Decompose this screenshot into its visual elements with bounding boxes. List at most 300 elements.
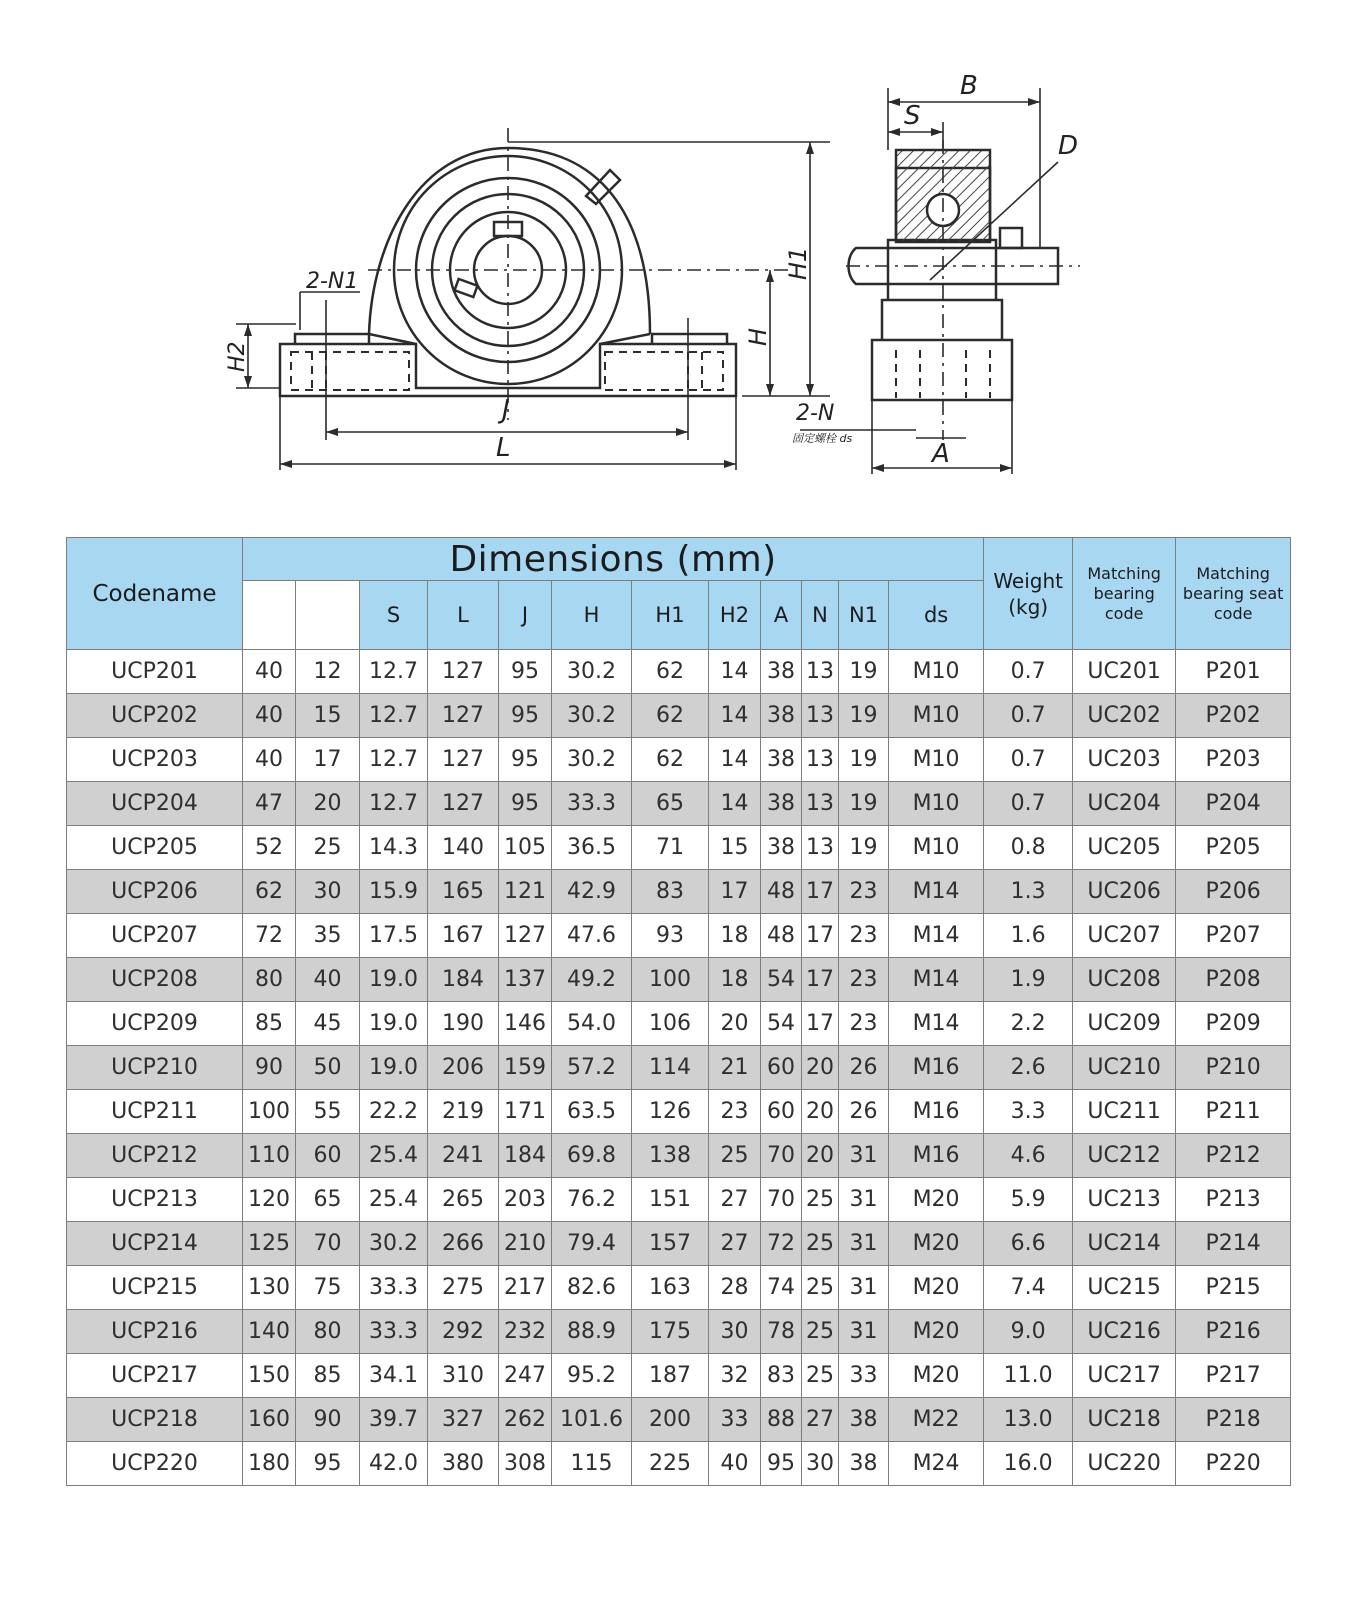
table-cell: 241 xyxy=(428,1134,499,1178)
table-cell: P215 xyxy=(1176,1266,1291,1310)
table-cell: 72 xyxy=(761,1222,802,1266)
table-cell: 39.7 xyxy=(360,1398,428,1442)
table-cell: 23 xyxy=(839,914,889,958)
table-cell: 33 xyxy=(709,1398,761,1442)
table-cell: M20 xyxy=(889,1178,984,1222)
table-cell: 292 xyxy=(428,1310,499,1354)
table-cell: P205 xyxy=(1176,826,1291,870)
table-cell: 93 xyxy=(632,914,709,958)
table-cell: 14 xyxy=(709,738,761,782)
table-cell: M10 xyxy=(889,694,984,738)
table-cell: 159 xyxy=(499,1046,552,1090)
table-cell: 38 xyxy=(761,782,802,826)
table-cell: 33.3 xyxy=(360,1266,428,1310)
table-row xyxy=(67,1090,1291,1134)
table-cell: 33.3 xyxy=(360,1310,428,1354)
table-cell: 13 xyxy=(802,826,839,870)
table-cell: 25 xyxy=(802,1310,839,1354)
table-cell: 36.5 xyxy=(552,826,632,870)
codename-cell: UCP205 xyxy=(67,826,243,870)
table-cell: 17 xyxy=(296,738,360,782)
table-cell: 106 xyxy=(632,1002,709,1046)
table-cell: UC209 xyxy=(1073,1002,1176,1046)
table-cell: 40 xyxy=(709,1442,761,1486)
table-cell: 12.7 xyxy=(360,782,428,826)
table-cell: 60 xyxy=(761,1090,802,1134)
table-row xyxy=(67,1222,1291,1266)
label-b: B xyxy=(960,71,978,101)
codename-cell: UCP210 xyxy=(67,1046,243,1090)
table-cell: 17 xyxy=(802,914,839,958)
table-cell: 0.7 xyxy=(984,694,1073,738)
codename-cell: UCP217 xyxy=(67,1354,243,1398)
table-cell: UC206 xyxy=(1073,870,1176,914)
table-cell: 88 xyxy=(761,1398,802,1442)
table-cell: 9.0 xyxy=(984,1310,1073,1354)
table-cell: 30 xyxy=(802,1442,839,1486)
table-cell: 16.0 xyxy=(984,1442,1073,1486)
table-cell: 12.7 xyxy=(360,694,428,738)
table-cell: UC211 xyxy=(1073,1090,1176,1134)
table-cell: 210 xyxy=(499,1222,552,1266)
codename-cell: UCP218 xyxy=(67,1398,243,1442)
table-cell: UC218 xyxy=(1073,1398,1176,1442)
table-cell: 65 xyxy=(632,782,709,826)
table-cell: 62 xyxy=(632,738,709,782)
table-cell: 203 xyxy=(499,1178,552,1222)
table-cell: M20 xyxy=(889,1266,984,1310)
table-row xyxy=(67,1178,1291,1222)
table-cell: M20 xyxy=(889,1310,984,1354)
table-cell: 100 xyxy=(243,1090,296,1134)
table-cell: 74 xyxy=(761,1266,802,1310)
table-cell: 140 xyxy=(243,1310,296,1354)
table-cell: 1.3 xyxy=(984,870,1073,914)
table-cell: 120 xyxy=(243,1178,296,1222)
table-cell: 70 xyxy=(761,1178,802,1222)
table-cell: UC213 xyxy=(1073,1178,1176,1222)
label-j: J xyxy=(502,395,510,425)
table-cell: 232 xyxy=(499,1310,552,1354)
table-cell: 48 xyxy=(761,914,802,958)
table-cell: 121 xyxy=(499,870,552,914)
dim-subheader: J xyxy=(499,581,552,650)
table-cell: 33 xyxy=(839,1354,889,1398)
table-cell: 138 xyxy=(632,1134,709,1178)
codename-cell: UCP215 xyxy=(67,1266,243,1310)
table-row xyxy=(67,958,1291,1002)
table-cell: 20 xyxy=(802,1046,839,1090)
table-cell: 19.0 xyxy=(360,958,428,1002)
table-cell: 19 xyxy=(839,650,889,694)
table-cell: 80 xyxy=(296,1310,360,1354)
table-cell: 27 xyxy=(802,1398,839,1442)
label-2-n1: 2-N1 xyxy=(306,269,359,294)
table-cell: UC207 xyxy=(1073,914,1176,958)
table-cell: 28 xyxy=(709,1266,761,1310)
table-cell: M24 xyxy=(889,1442,984,1486)
table-row xyxy=(67,1442,1291,1486)
weight-header-line1: Weight xyxy=(993,568,1063,593)
table-cell: M22 xyxy=(889,1398,984,1442)
table-cell: UC220 xyxy=(1073,1442,1176,1486)
table-cell: 49.2 xyxy=(552,958,632,1002)
table-cell: 2.2 xyxy=(984,1002,1073,1046)
table-cell: 30.2 xyxy=(552,650,632,694)
table-cell: 38 xyxy=(839,1442,889,1486)
table-cell: 167 xyxy=(428,914,499,958)
table-cell: M14 xyxy=(889,914,984,958)
table-cell: 54 xyxy=(761,1002,802,1046)
table-cell: 127 xyxy=(428,782,499,826)
codename-cell: UCP209 xyxy=(67,1002,243,1046)
table-cell: 17 xyxy=(802,1002,839,1046)
table-cell: 200 xyxy=(632,1398,709,1442)
table-cell: 15.9 xyxy=(360,870,428,914)
label-l: L xyxy=(496,433,511,463)
side-view-dimensions xyxy=(800,88,1080,474)
front-view-dimensions xyxy=(236,128,830,470)
table-cell: 20 xyxy=(802,1134,839,1178)
table-cell: P213 xyxy=(1176,1178,1291,1222)
table-cell: 76.2 xyxy=(552,1178,632,1222)
codename-cell: UCP212 xyxy=(67,1134,243,1178)
dim-subheader: A xyxy=(761,581,802,650)
codename-header: Codename xyxy=(67,538,243,650)
table-cell: 20 xyxy=(296,782,360,826)
label-d: D xyxy=(1058,131,1079,161)
table-cell: 262 xyxy=(499,1398,552,1442)
table-cell: 90 xyxy=(243,1046,296,1090)
table-cell: 57.2 xyxy=(552,1046,632,1090)
table-cell: 70 xyxy=(761,1134,802,1178)
table-cell: 40 xyxy=(296,958,360,1002)
table-cell: 85 xyxy=(243,1002,296,1046)
table-cell: 20 xyxy=(709,1002,761,1046)
table-cell: 35 xyxy=(296,914,360,958)
table-row xyxy=(67,1398,1291,1442)
dimensions-header: Dimensions (mm) xyxy=(243,538,984,581)
table-cell: 27 xyxy=(709,1178,761,1222)
codename-cell: UCP207 xyxy=(67,914,243,958)
table-cell: UC214 xyxy=(1073,1222,1176,1266)
table-cell: 327 xyxy=(428,1398,499,1442)
table-row xyxy=(67,738,1291,782)
table-cell: P220 xyxy=(1176,1442,1291,1486)
matching-bearing-header: Matching bearing code xyxy=(1073,538,1176,650)
table-cell: 19 xyxy=(839,782,889,826)
table-cell: P214 xyxy=(1176,1222,1291,1266)
table-cell: 14 xyxy=(709,694,761,738)
table-cell: 38 xyxy=(839,1398,889,1442)
codename-cell: UCP216 xyxy=(67,1310,243,1354)
table-cell: 26 xyxy=(839,1046,889,1090)
table-cell: UC202 xyxy=(1073,694,1176,738)
table-cell: UC208 xyxy=(1073,958,1176,1002)
table-cell: 184 xyxy=(428,958,499,1002)
table-cell: 23 xyxy=(839,958,889,1002)
table-cell: 114 xyxy=(632,1046,709,1090)
table-row xyxy=(67,826,1291,870)
table-cell: P211 xyxy=(1176,1090,1291,1134)
table-cell: 165 xyxy=(428,870,499,914)
table-cell: 54 xyxy=(761,958,802,1002)
table-cell: 25.4 xyxy=(360,1134,428,1178)
matching-seat-header: Matching bearing seat code xyxy=(1176,538,1291,650)
table-cell: 19.0 xyxy=(360,1002,428,1046)
table-cell: 19 xyxy=(839,694,889,738)
table-cell: 115 xyxy=(552,1442,632,1486)
table-cell: 6.6 xyxy=(984,1222,1073,1266)
codename-cell: UCP203 xyxy=(67,738,243,782)
table-cell: M10 xyxy=(889,650,984,694)
table-cell: 22.2 xyxy=(360,1090,428,1134)
table-cell: 25 xyxy=(296,826,360,870)
table-cell: M14 xyxy=(889,870,984,914)
table-cell: P206 xyxy=(1176,870,1291,914)
table-cell: 19 xyxy=(839,826,889,870)
table-cell: 0.7 xyxy=(984,650,1073,694)
table-cell: 21 xyxy=(709,1046,761,1090)
table-cell: 25 xyxy=(709,1134,761,1178)
table-cell: 163 xyxy=(632,1266,709,1310)
table-cell: 105 xyxy=(499,826,552,870)
table-cell: P203 xyxy=(1176,738,1291,782)
table-cell: 42.0 xyxy=(360,1442,428,1486)
table-cell: P208 xyxy=(1176,958,1291,1002)
codename-cell: UCP206 xyxy=(67,870,243,914)
table-cell: 20 xyxy=(802,1090,839,1134)
table-row xyxy=(67,1354,1291,1398)
table-cell: 31 xyxy=(839,1178,889,1222)
table-cell: 31 xyxy=(839,1266,889,1310)
table-cell: 127 xyxy=(428,694,499,738)
label-h: H xyxy=(744,327,772,346)
table-cell: M20 xyxy=(889,1354,984,1398)
table-cell: 1.9 xyxy=(984,958,1073,1002)
table-cell: 45 xyxy=(296,1002,360,1046)
table-cell: 17 xyxy=(802,870,839,914)
table-cell: P218 xyxy=(1176,1398,1291,1442)
table-cell: 71 xyxy=(632,826,709,870)
table-cell: 23 xyxy=(839,870,889,914)
table-cell: 54.0 xyxy=(552,1002,632,1046)
table-cell: 34.1 xyxy=(360,1354,428,1398)
table-cell: P210 xyxy=(1176,1046,1291,1090)
table-cell: 55 xyxy=(296,1090,360,1134)
table-cell: M16 xyxy=(889,1134,984,1178)
table-cell: 83 xyxy=(761,1354,802,1398)
table-cell: 17 xyxy=(709,870,761,914)
dimension-table xyxy=(66,537,1291,1486)
table-cell: 52 xyxy=(243,826,296,870)
table-cell: 42.9 xyxy=(552,870,632,914)
table-cell: 140 xyxy=(428,826,499,870)
table-cell: 13.0 xyxy=(984,1398,1073,1442)
dim-subheader: S xyxy=(360,581,428,650)
table-row xyxy=(67,1002,1291,1046)
codename-cell: UCP214 xyxy=(67,1222,243,1266)
table-row xyxy=(67,914,1291,958)
table-cell: UC215 xyxy=(1073,1266,1176,1310)
table-cell: 0.7 xyxy=(984,782,1073,826)
table-cell: 25 xyxy=(802,1178,839,1222)
table-cell: UC212 xyxy=(1073,1134,1176,1178)
table-cell: 12.7 xyxy=(360,738,428,782)
codename-cell: UCP211 xyxy=(67,1090,243,1134)
table-cell: P204 xyxy=(1176,782,1291,826)
table-cell: 88.9 xyxy=(552,1310,632,1354)
codename-cell: UCP204 xyxy=(67,782,243,826)
table-cell: 31 xyxy=(839,1222,889,1266)
table-cell: 184 xyxy=(499,1134,552,1178)
weight-header xyxy=(984,538,1073,650)
table-cell: 5.9 xyxy=(984,1178,1073,1222)
table-row xyxy=(67,1310,1291,1354)
table-cell: 175 xyxy=(632,1310,709,1354)
table-cell: 25 xyxy=(802,1354,839,1398)
table-cell: 127 xyxy=(499,914,552,958)
table-cell: 31 xyxy=(839,1310,889,1354)
table-cell: 126 xyxy=(632,1090,709,1134)
table-row xyxy=(67,1266,1291,1310)
table-cell: 95 xyxy=(761,1442,802,1486)
table-cell: 18 xyxy=(709,914,761,958)
table-cell: 4.6 xyxy=(984,1134,1073,1178)
dim-subheader: H2 xyxy=(709,581,761,650)
table-cell: 13 xyxy=(802,782,839,826)
dim-subheader xyxy=(296,581,360,650)
table-cell: 157 xyxy=(632,1222,709,1266)
table-cell: 60 xyxy=(761,1046,802,1090)
table-cell: 95 xyxy=(499,650,552,694)
table-cell: 47 xyxy=(243,782,296,826)
table-cell: 3.3 xyxy=(984,1090,1073,1134)
table-cell: 62 xyxy=(632,694,709,738)
table-cell: 160 xyxy=(243,1398,296,1442)
table-cell: 38 xyxy=(761,694,802,738)
table-cell: UC203 xyxy=(1073,738,1176,782)
table-cell: P212 xyxy=(1176,1134,1291,1178)
table-cell: 0.7 xyxy=(984,738,1073,782)
table-cell: 15 xyxy=(709,826,761,870)
table-cell: 19 xyxy=(839,738,889,782)
table-cell: 13 xyxy=(802,738,839,782)
table-cell: 26 xyxy=(839,1090,889,1134)
table-cell: M14 xyxy=(889,1002,984,1046)
codename-cell: UCP213 xyxy=(67,1178,243,1222)
table-cell: P216 xyxy=(1176,1310,1291,1354)
table-cell: 180 xyxy=(243,1442,296,1486)
table-cell: 33.3 xyxy=(552,782,632,826)
table-cell: 38 xyxy=(761,738,802,782)
table-cell: 95 xyxy=(499,738,552,782)
table-cell: 82.6 xyxy=(552,1266,632,1310)
table-cell: 72 xyxy=(243,914,296,958)
table-cell: 266 xyxy=(428,1222,499,1266)
table-cell: P202 xyxy=(1176,694,1291,738)
table-row xyxy=(67,782,1291,826)
table-cell: 25 xyxy=(802,1222,839,1266)
dim-subheader: N1 xyxy=(839,581,889,650)
table-cell: 95 xyxy=(296,1442,360,1486)
table-row xyxy=(67,650,1291,694)
table-cell: 38 xyxy=(761,650,802,694)
table-cell: M10 xyxy=(889,782,984,826)
table-row xyxy=(67,694,1291,738)
table-cell: 32 xyxy=(709,1354,761,1398)
table-row xyxy=(67,1046,1291,1090)
table-cell: 23 xyxy=(709,1090,761,1134)
table-cell: P217 xyxy=(1176,1354,1291,1398)
table-cell: 146 xyxy=(499,1002,552,1046)
table-cell: 17.5 xyxy=(360,914,428,958)
table-cell: 31 xyxy=(839,1134,889,1178)
table-cell: 127 xyxy=(428,738,499,782)
table-cell: 25.4 xyxy=(360,1178,428,1222)
table-cell: 14 xyxy=(709,782,761,826)
label-2-n: 2-N xyxy=(796,401,835,426)
table-cell: 151 xyxy=(632,1178,709,1222)
codename-cell: UCP202 xyxy=(67,694,243,738)
table-cell: 2.6 xyxy=(984,1046,1073,1090)
table-cell: M16 xyxy=(889,1046,984,1090)
table-cell: 27 xyxy=(709,1222,761,1266)
table-cell: 0.8 xyxy=(984,826,1073,870)
table-cell: 7.4 xyxy=(984,1266,1073,1310)
table-cell: 247 xyxy=(499,1354,552,1398)
label-note: 固定螺栓 ds xyxy=(792,432,853,445)
table-cell: 100 xyxy=(632,958,709,1002)
table-cell: 25 xyxy=(802,1266,839,1310)
table-cell: 95 xyxy=(499,782,552,826)
table-cell: 15 xyxy=(296,694,360,738)
table-cell: 95 xyxy=(499,694,552,738)
dim-subheader: ds xyxy=(889,581,984,650)
table-cell: UC217 xyxy=(1073,1354,1176,1398)
pillow-block-drawing xyxy=(0,0,1354,520)
table-cell: UC204 xyxy=(1073,782,1176,826)
table-cell: P201 xyxy=(1176,650,1291,694)
table-cell: 101.6 xyxy=(552,1398,632,1442)
table-cell: 130 xyxy=(243,1266,296,1310)
table-cell: 137 xyxy=(499,958,552,1002)
table-cell: UC216 xyxy=(1073,1310,1176,1354)
label-h2: H2 xyxy=(225,341,250,372)
table-cell: 308 xyxy=(499,1442,552,1486)
table-cell: 12 xyxy=(296,650,360,694)
table-cell: 48 xyxy=(761,870,802,914)
dim-subheader: N xyxy=(802,581,839,650)
weight-header-line2: (kg) xyxy=(1008,594,1049,619)
table-cell: 30 xyxy=(296,870,360,914)
table-cell: 275 xyxy=(428,1266,499,1310)
dim-subheader: H xyxy=(552,581,632,650)
codename-cell: UCP208 xyxy=(67,958,243,1002)
table-cell: 265 xyxy=(428,1178,499,1222)
codename-cell: UCP220 xyxy=(67,1442,243,1486)
table-cell: 1.6 xyxy=(984,914,1073,958)
table-cell: 187 xyxy=(632,1354,709,1398)
table-cell: 62 xyxy=(632,650,709,694)
table-cell: UC201 xyxy=(1073,650,1176,694)
table-cell: 14 xyxy=(709,650,761,694)
table-cell: P207 xyxy=(1176,914,1291,958)
table-cell: M16 xyxy=(889,1090,984,1134)
table-cell: 40 xyxy=(243,738,296,782)
table-cell: 380 xyxy=(428,1442,499,1486)
table-cell: 217 xyxy=(499,1266,552,1310)
